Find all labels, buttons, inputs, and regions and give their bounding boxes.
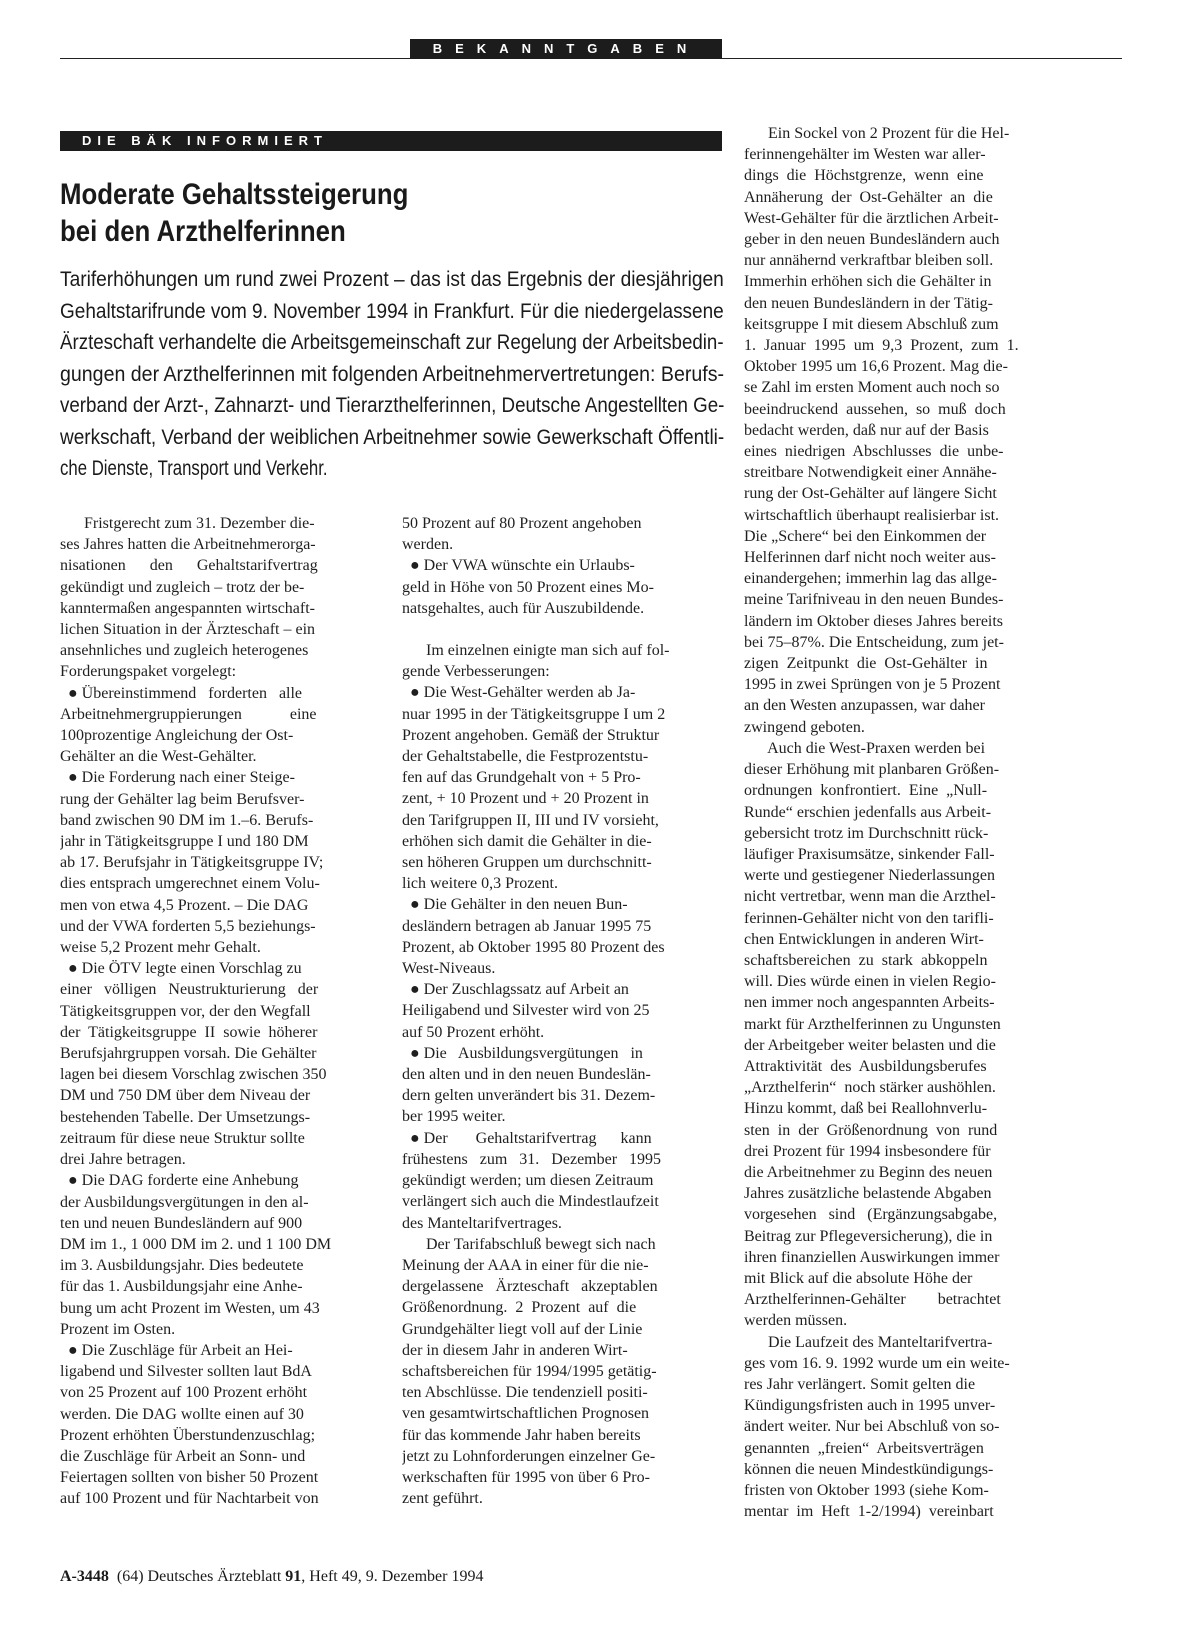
text-line: Arzthelferinnen-Gehälter betrachtet xyxy=(744,1291,1001,1309)
text-line: lagen bei diesem Vorschlag zwischen 350 xyxy=(60,1066,327,1084)
text-line: ● Übereinstimmend forderten alle xyxy=(60,684,303,702)
text-line: den neuen Bundesländern in der Tätig- xyxy=(744,294,993,312)
article-lead xyxy=(60,264,724,485)
text-line: von 25 Prozent auf 100 Prozent erhöht xyxy=(60,1384,308,1402)
text-line: DM im 1., 1 000 DM im 2. und 1 100 DM xyxy=(60,1235,332,1253)
text-line: der in diesem Jahr in anderen Wirt- xyxy=(402,1341,628,1359)
text-line: kanntermaßen angespannten wirtschaft- xyxy=(60,599,316,617)
text-line: res Jahr verlängert. Somit gelten die xyxy=(744,1375,976,1393)
text-line: verlängert sich auch die Mindestlaufzeit xyxy=(402,1193,659,1211)
text-line: markt für Arzthelferinnen zu Ungunsten xyxy=(744,1015,1001,1033)
text-line: Auch die West-Praxen werden bei xyxy=(744,739,986,757)
page-number: A-3448 xyxy=(60,1568,109,1585)
text-line: rung der Gehälter lag beim Berufsver- xyxy=(60,790,305,808)
text-line: ten Abschlüsse. Die tendenziell positi- xyxy=(402,1384,648,1402)
body-column-3 xyxy=(744,123,1076,1522)
kicker-bar: DIE BÄK INFORMIERT xyxy=(60,131,722,151)
lead-line: Gehaltstarifrunde vom 9. November 1994 in Frankfurt. Für die niedergelassene xyxy=(60,298,724,323)
text-line: Berufsjahrgruppen vorsah. Die Gehälter xyxy=(60,1045,317,1063)
text-line: 1. Januar 1995 um 9,3 Prozent, zum 1. xyxy=(744,337,1019,355)
lead-line: verband der Arzt-, Zahnarzt- und Tierarzthelferinnen, Deutsche Angestellten Ge- xyxy=(60,393,725,417)
text-line: gekündigt werden; um diesen Zeitraum xyxy=(402,1172,654,1190)
text-line: se Zahl im ersten Moment auch noch so xyxy=(744,379,1000,397)
text-line: geber in den neuen Bundesländern auch xyxy=(744,231,1000,249)
text-line: nur annähernd verkraftbar bleiben soll. xyxy=(744,252,994,270)
text-line: bung um acht Prozent im Westen, um 43 xyxy=(60,1299,320,1317)
text-line: dies entsprach umgerechnet einem Volu- xyxy=(60,875,320,893)
text-line: Beitrag zur Pflegeversicherung), die in xyxy=(744,1227,993,1245)
lead-line: gungen der Arzthelferinnen mit folgenden Arbeitnehmervertretungen: Berufs- xyxy=(60,361,725,386)
text-line: nicht vertretbar, wenn man die Arzthel- xyxy=(744,888,996,906)
footer-journal: (64) Deutsches Ärzteblatt xyxy=(108,1568,286,1585)
text-line: Prozent im Osten. xyxy=(60,1320,176,1338)
text-line: an den Westen anzupassen, war daher xyxy=(744,697,985,715)
text-line: Jahres zusätzliche belastende Abgaben xyxy=(744,1185,992,1203)
text-line: die Arbeitnehmer zu Beginn des neuen xyxy=(744,1163,993,1181)
text-line: auf 50 Prozent erhöht. xyxy=(402,1023,545,1041)
text-line: Helferinnen darf nicht noch weiter aus- xyxy=(744,549,996,567)
text-line: den alten und in den neuen Bundeslän- xyxy=(402,1066,651,1084)
text-line: Tätigkeitsgruppen vor, der den Wegfall xyxy=(60,1002,311,1020)
text-line: Hinzu kommt, daß bei Reallohnverlu- xyxy=(744,1100,988,1118)
text-line: Runde“ erschien jedenfalls aus Arbeit- xyxy=(744,803,992,821)
text-line: Annäherung der Ost-Gehälter an die xyxy=(744,188,993,206)
text-line: gekündigt und zugleich – trotz der be- xyxy=(60,578,305,596)
text-line: desländern betragen ab Januar 1995 75 xyxy=(402,917,652,935)
text-line: „Arzthelferin“ noch stärker aushöhlen. xyxy=(744,1079,996,1097)
lead-line: werkschaft, Verband der weiblichen Arbeitnehmer sowie Gewerkschaft Öffentli- xyxy=(60,424,725,449)
text-line: Fristgerecht zum 31. Dezember die- xyxy=(60,515,315,532)
text-line: band zwischen 90 DM im 1.–6. Berufs- xyxy=(60,811,314,829)
text-line: ab 17. Berufsjahr in Tätigkeitsgruppe IV; xyxy=(60,854,324,872)
text-line: Grundgehälter liegt voll auf der Linie xyxy=(402,1320,643,1338)
text-line: Attraktivität des Ausbildungsberufes xyxy=(744,1057,987,1075)
text-line: Ein Sockel von 2 Prozent für die Hel- xyxy=(744,125,1010,142)
text-line: keitsgruppe I mit diesem Abschluß zum xyxy=(744,315,999,333)
text-line: können die neuen Mindestkündigungs- xyxy=(744,1460,994,1478)
text-line: jetzt zu Lohnforderungen einzelner Ge- xyxy=(402,1447,656,1465)
text-line: Prozent erhöhten Überstundenzuschlag; xyxy=(60,1426,316,1444)
text-line: Prozent angehoben. Gemäß der Struktur xyxy=(402,726,660,744)
text-line: ● Der VWA wünschte ein Urlaubs- xyxy=(402,557,635,575)
text-line: zigen Zeitpunkt die Ost-Gehälter in xyxy=(744,655,988,673)
text-line: ansehnliches und zugleich heterogenes xyxy=(60,642,309,660)
text-line: Oktober 1995 um 16,6 Prozent. Mag die- xyxy=(744,358,1008,376)
article-headline xyxy=(60,176,631,250)
text-line: West-Gehälter für die ärztlichen Arbeit- xyxy=(744,209,999,227)
text-line: erhöhen sich damit die Gehälter in die- xyxy=(402,832,652,850)
text-line: Größenordnung. 2 Prozent auf die xyxy=(402,1299,637,1317)
text-line: 50 Prozent auf 80 Prozent angehoben xyxy=(402,515,642,532)
text-line: werden müssen. xyxy=(744,1312,848,1330)
text-line: Meinung der AAA in einer für die nie- xyxy=(402,1256,649,1274)
text-line: meine Tarifniveau in den neuen Bundes- xyxy=(744,591,1004,609)
text-line: rung der Ost-Gehälter auf längere Sicht xyxy=(744,485,997,503)
text-line: zent, + 10 Prozent und + 20 Prozent in xyxy=(402,790,649,808)
text-line: frühestens zum 31. Dezember 1995 xyxy=(402,1150,662,1168)
text-line: gebersicht trotz im Durchschnitt rück- xyxy=(744,824,989,842)
text-line: jahr in Tätigkeitsgruppe I und 180 DM xyxy=(60,833,309,851)
text-line: genannten „freien“ Arbeitsverträgen xyxy=(744,1439,984,1457)
text-line: men von etwa 4,5 Prozent. – Die DAG xyxy=(60,896,309,914)
footer-volume: 91 xyxy=(285,1568,302,1585)
text-line: bestehenden Tabelle. Der Umsetzungs- xyxy=(60,1108,311,1126)
text-line: ● Die West-Gehälter werden ab Ja- xyxy=(402,684,636,702)
text-line: nisationen den Gehaltstarifvertrag xyxy=(60,557,318,575)
text-line: ber 1995 weiter. xyxy=(402,1108,506,1126)
text-line: im 3. Ausbildungsjahr. Dies bedeutete xyxy=(60,1257,304,1275)
text-line: lich weitere 0,3 Prozent. xyxy=(402,875,558,893)
text-line: zent geführt. xyxy=(402,1490,483,1508)
text-line: Feiertagen sollten von bisher 50 Prozent xyxy=(60,1469,319,1487)
text-line: der Tätigkeitsgruppe II sowie höherer xyxy=(60,1023,318,1041)
text-line: der Gehaltstabelle, die Festprozentstu- xyxy=(402,748,649,766)
text-line: ● Der Zuschlagssatz auf Arbeit an xyxy=(402,981,629,999)
text-line: Prozent, ab Oktober 1995 80 Prozent des xyxy=(402,938,665,956)
text-line: dings die Höchstgrenze, wenn eine xyxy=(744,167,984,185)
text-line: ses Jahres hatten die Arbeitnehmerorga- xyxy=(60,536,316,554)
text-line: lichen Situation in der Ärzteschaft – ein xyxy=(60,621,316,639)
text-line: werden. Die DAG wollte einen auf 30 xyxy=(60,1405,304,1423)
text-line: 100prozentige Angleichung der Ost- xyxy=(60,727,294,745)
text-line: werte und gestiegener Niederlassungen xyxy=(744,867,996,885)
text-line: beeindruckend aussehen, so muß doch xyxy=(744,400,1006,418)
text-line: schaftsbereichen für 1994/1995 getätig- xyxy=(402,1362,657,1380)
text-line: der Arbeitgeber weiter belasten und die xyxy=(744,1036,996,1054)
text-line: West-Niveaus. xyxy=(402,960,496,978)
text-line: drei Jahre betragen. xyxy=(60,1151,186,1169)
text-line: ordnungen konfrontiert. Eine „Null- xyxy=(744,782,988,800)
text-line: Immerhin erhöhen sich die Gehälter in xyxy=(744,273,992,291)
text-line: vorgesehen sind (Ergänzungsabgabe, xyxy=(744,1206,998,1224)
text-line: ven gesamtwirtschaftlichen Prognosen xyxy=(402,1405,650,1423)
body-column-2 xyxy=(402,513,724,1509)
text-line: natsgehaltes, auch für Auszubildende. xyxy=(402,599,645,617)
text-line: Die „Schere“ bei den Einkommen der xyxy=(744,527,987,545)
text-line: dern gelten unverändert bis 31. Dezem- xyxy=(402,1087,656,1105)
text-line: Kündigungsfristen auch in 1995 unver- xyxy=(744,1397,996,1415)
text-line: gende Verbesserungen: xyxy=(402,663,550,681)
text-line: zwingend geboten. xyxy=(744,718,865,736)
lead-line: che Dienste, Transport und Verkehr. xyxy=(60,456,328,480)
headline-line-2: bei den Arzthelferinnen xyxy=(60,215,346,248)
text-line: ● Die Gehälter in den neuen Bun- xyxy=(402,896,628,914)
text-line: ● Die Ausbildungsvergütungen in xyxy=(402,1044,643,1062)
text-line: ● Die Forderung nach einer Steige- xyxy=(60,769,295,787)
text-line: ten und neuen Bundesländern auf 900 xyxy=(60,1214,303,1232)
text-line: für das kommende Jahr haben bereits xyxy=(402,1426,641,1444)
text-line: ändert weiter. Nur bei Abschluß von so- xyxy=(744,1418,1000,1436)
text-line: DM und 750 DM über dem Niveau der xyxy=(60,1087,311,1105)
text-line: Der Tarifabschluß bewegt sich nach xyxy=(402,1235,656,1253)
text-line: Heiligabend und Silvester wird von 25 xyxy=(402,1002,650,1020)
text-line: Arbeitnehmergruppierungen eine xyxy=(60,705,317,723)
text-line: dieser Erhöhung mit planbaren Größen- xyxy=(744,761,1000,779)
text-line: einandergehen; immerhin lag das allge- xyxy=(744,570,997,588)
page-footer xyxy=(60,1568,483,1586)
text-line: ländern im Oktober dieses Jahres bereits xyxy=(744,612,1004,630)
text-line: geld in Höhe von 50 Prozent eines Mo- xyxy=(402,578,654,596)
text-line: läufiger Praxisumsätze, sinkender Fall- xyxy=(744,845,995,863)
text-line: ● Die ÖTV legte einen Vorschlag zu xyxy=(60,960,302,978)
text-line: Gehälter an die West-Gehälter. xyxy=(60,748,257,766)
section-tag: BEKANNTGABEN xyxy=(410,39,722,59)
text-line: und der VWA forderten 5,5 beziehungs- xyxy=(60,917,316,935)
text-line: nuar 1995 in der Tätigkeitsgruppe I um 2 xyxy=(402,705,666,723)
text-line: fen auf das Grundgehalt von + 5 Pro- xyxy=(402,769,641,787)
text-line: bedacht werden, daß nur auf der Basis xyxy=(744,421,989,439)
text-line: dergelassene Ärzteschaft akzeptablen xyxy=(402,1278,658,1296)
text-line: fristen von Oktober 1993 (siehe Kom- xyxy=(744,1482,989,1499)
text-line: zeitraum für diese neue Struktur sollte xyxy=(60,1129,305,1147)
text-line: weise 5,2 Prozent mehr Gehalt. xyxy=(60,939,261,957)
text-line: sten in der Größenordnung von rund xyxy=(744,1121,998,1139)
text-line: will. Dies würde einen in vielen Regio- xyxy=(744,973,996,991)
text-line: streitbare Notwendigkeit einer Annähe- xyxy=(744,464,997,482)
text-line: ● Der Gehaltstarifvertrag kann xyxy=(402,1129,652,1147)
text-line: ihren finanziellen Auswirkungen immer xyxy=(744,1248,1000,1266)
text-line: eines niedrigen Abschlusses die unbe- xyxy=(744,443,1004,461)
lead-line: Tariferhöhungen um rund zwei Prozent – das ist das Ergebnis der diesjährigen xyxy=(60,267,724,291)
text-line: auf 100 Prozent und für Nachtarbeit von xyxy=(60,1490,319,1508)
text-line: mit Blick auf die absolute Höhe der xyxy=(744,1269,973,1287)
text-line: drei Prozent für 1994 insbesondere für xyxy=(744,1142,991,1160)
text-line: Im einzelnen einigte man sich auf fol- xyxy=(402,642,670,660)
text-line: ferinnen-Gehälter nicht von den tarifli- xyxy=(744,909,994,927)
footer-issue: , Heft 49, 9. Dezember 1994 xyxy=(301,1568,484,1585)
text-line: ● Die Zuschläge für Arbeit an Hei- xyxy=(60,1341,293,1359)
text-line: mentar im Heft 1-2/1994) vereinbart xyxy=(744,1503,994,1521)
text-line: ● Die DAG forderte eine Anhebung xyxy=(60,1172,299,1190)
text-line: werkschaften für 1995 von über 6 Pro- xyxy=(402,1468,650,1486)
text-line: 1995 in zwei Sprüngen von je 5 Prozent xyxy=(744,676,1001,694)
text-line: sen höheren Gruppen um durchschnitt- xyxy=(402,854,652,872)
text-line: des Manteltarifvertrages. xyxy=(402,1214,562,1232)
body-column-1 xyxy=(60,513,382,1510)
text-line: wirtschaftlich überhaupt realisierbar ist. xyxy=(744,506,1000,524)
text-line: chen Entwicklungen in anderen Wirt- xyxy=(744,930,984,948)
text-line: ligabend und Silvester sollten laut BdA xyxy=(60,1363,312,1381)
text-line: Die Laufzeit des Manteltarifvertra- xyxy=(744,1333,993,1351)
text-line: nen immer noch angespannten Arbeits- xyxy=(744,994,995,1012)
text-line: werden. xyxy=(402,536,454,554)
text-line xyxy=(402,619,724,640)
text-line: einer völligen Neustrukturierung der xyxy=(60,981,319,999)
text-line: für das 1. Ausbildungsjahr eine Anhe- xyxy=(60,1278,303,1296)
lead-line: Ärzteschaft verhandelte die Arbeitsgemeinschaft zur Regelung der Arbeitsbedin- xyxy=(60,330,724,354)
text-line: schaftsbereichen zu stark abkoppeln xyxy=(744,951,988,969)
text-line: Forderungspaket vorgelegt: xyxy=(60,663,237,681)
headline-line-1: Moderate Gehaltssteigerung xyxy=(60,178,409,211)
text-line: ferinnengehälter im Westen war aller- xyxy=(744,146,986,164)
text-line: der Ausbildungsvergütungen in den al- xyxy=(60,1193,309,1211)
text-line: den Tarifgruppen II, III und IV vorsieht, xyxy=(402,811,659,829)
text-line: bei 75–87%. Die Entscheidung, zum jet- xyxy=(744,633,1004,651)
text-line: die Zuschläge für Arbeit an Sonn- und xyxy=(60,1447,306,1465)
text-line: ges vom 16. 9. 1992 wurde um ein weite- xyxy=(744,1354,1010,1372)
